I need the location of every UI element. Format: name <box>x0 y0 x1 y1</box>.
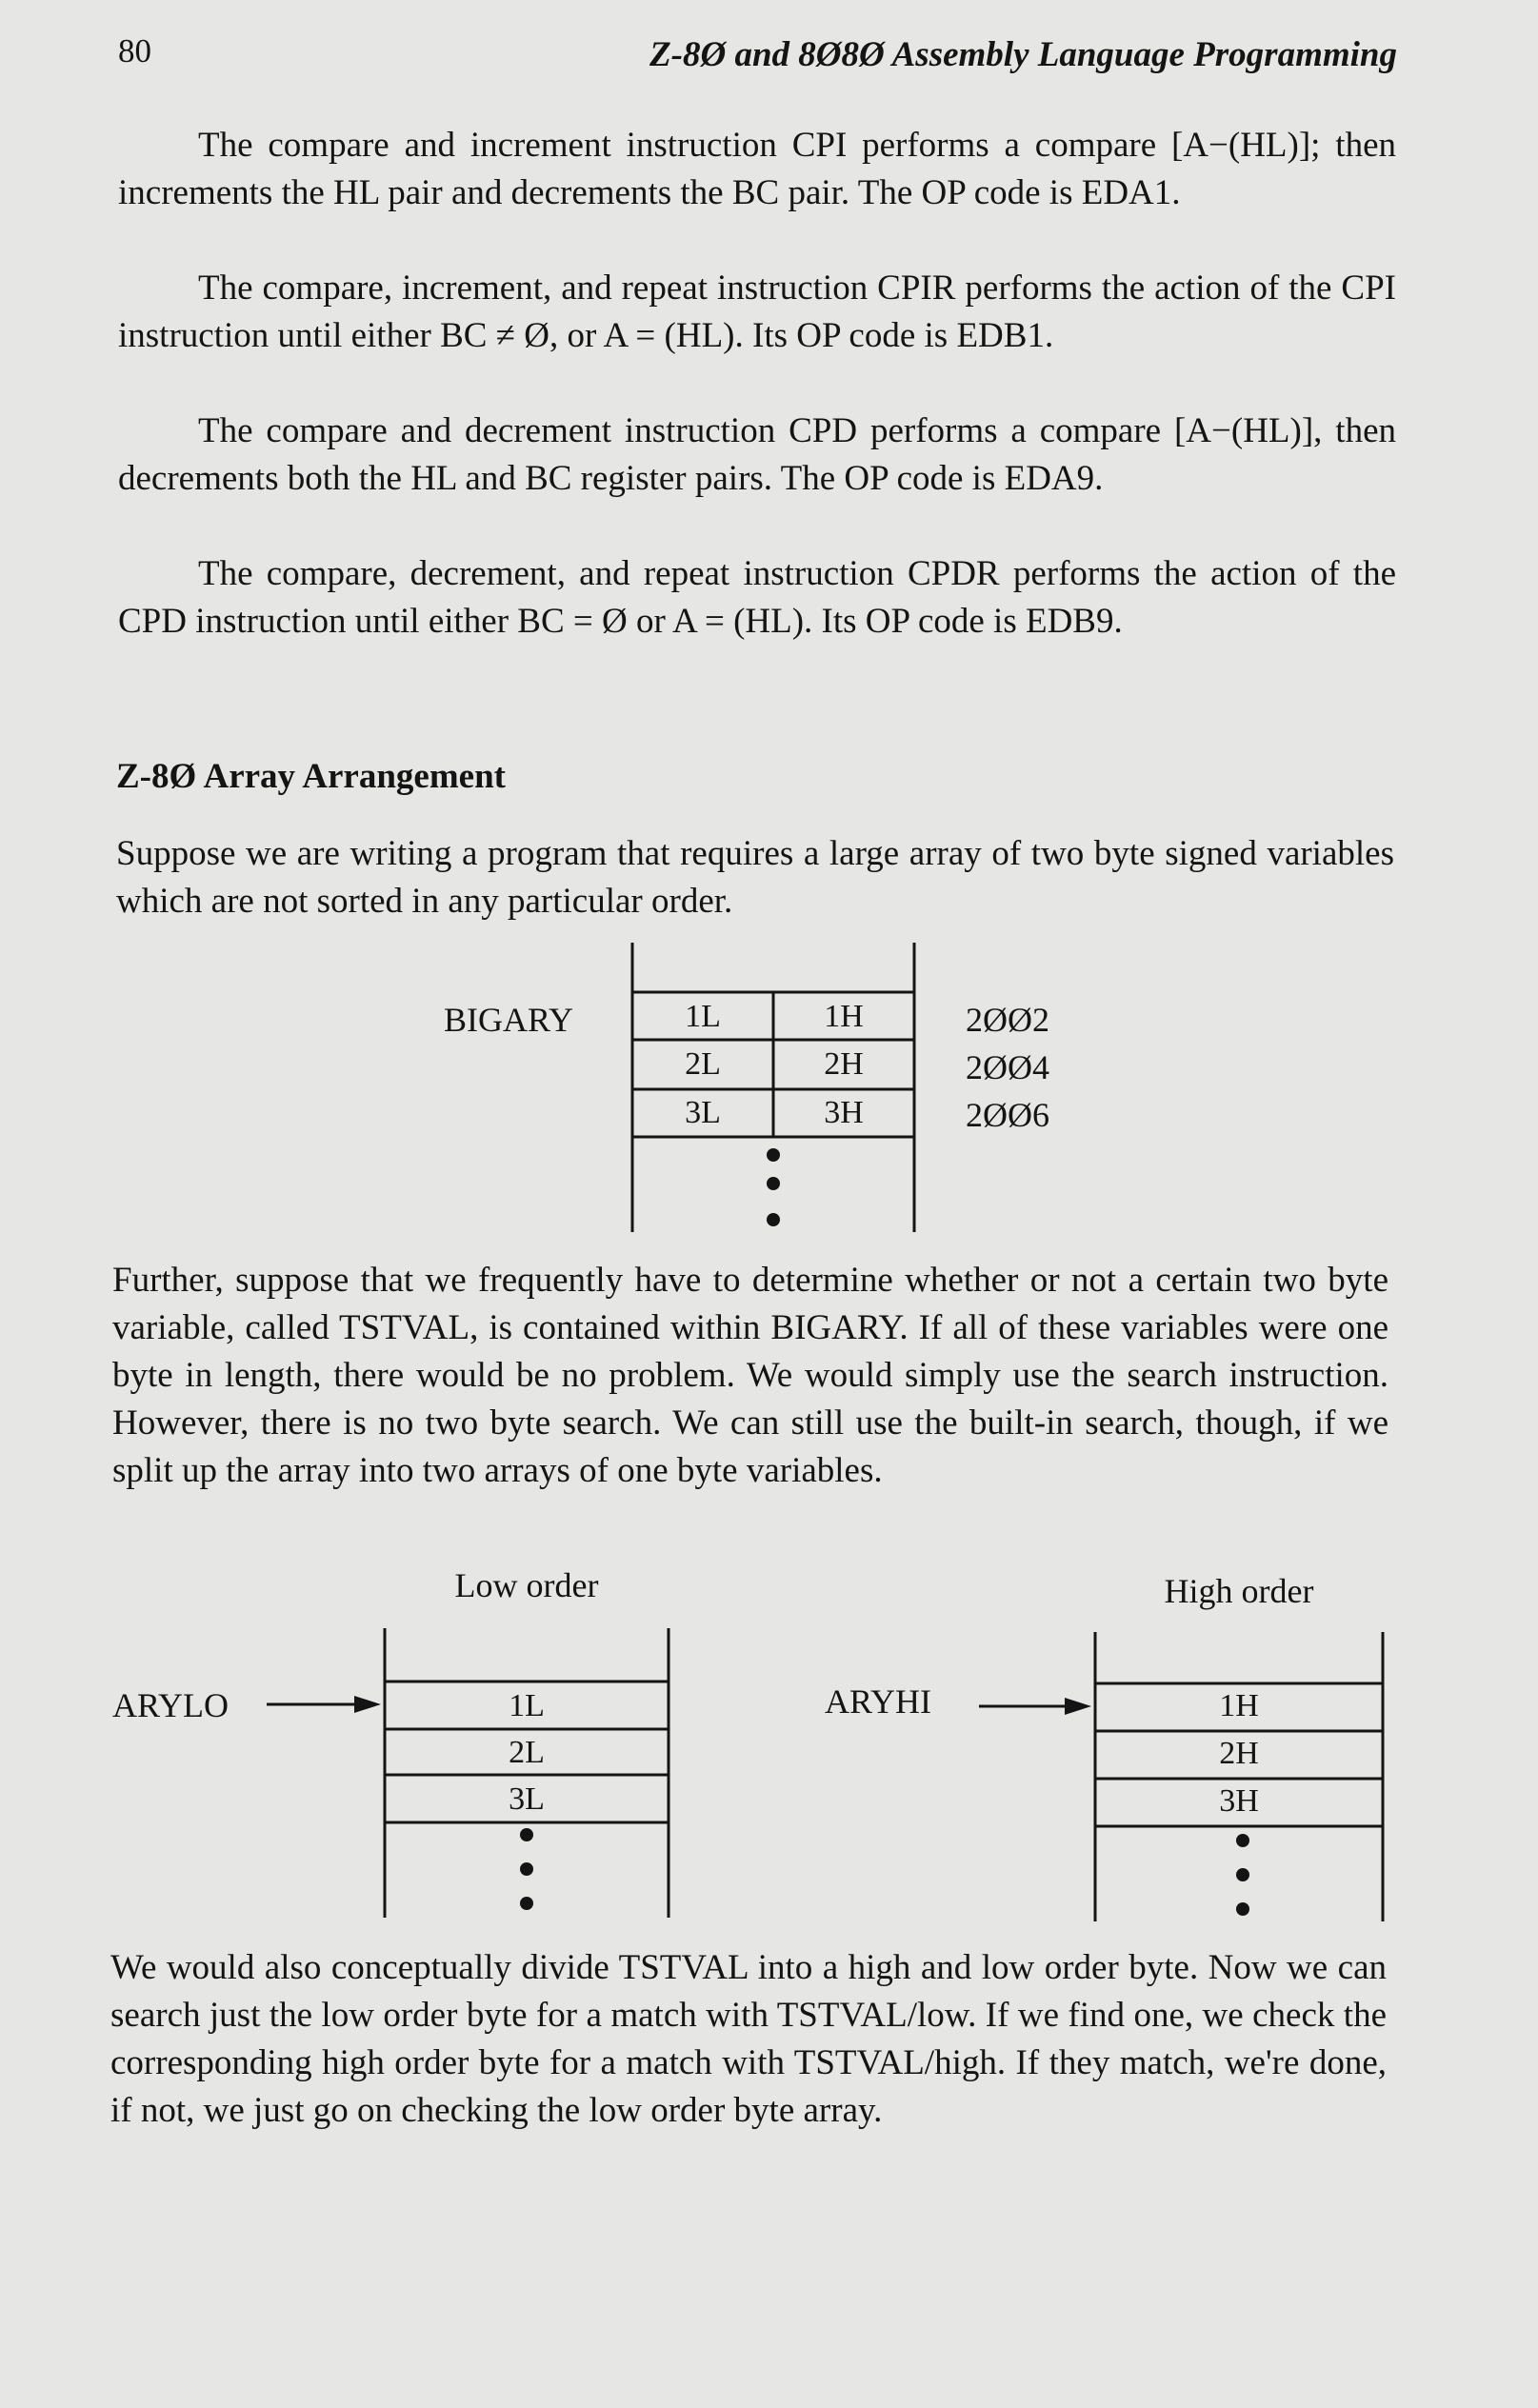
paragraph-cpi: The compare and increment instruction CPI performs a compare [A−(HL)]; then increments the HL pair and decrements the BC pair. The OP code is EDA1. <box>118 126 1396 212</box>
bigary-cell-low-1: 1L <box>685 999 721 1034</box>
arylo-continuation-dot <box>520 1897 533 1910</box>
paragraph-further: Further, suppose that we frequently have to determine whether or not a certain two byte variable, called TSTVAL, is contained within BIGARY. If all of these variables were one byte in length, there would be no problem. We would simply use the search instruction. However, there is no two byte search. We can still use the built-in search, though, if we split up the array into two arrays of one byte variables. <box>112 1261 1388 1490</box>
bigary-address-2: 2ØØ4 <box>966 1048 1049 1086</box>
aryhi-continuation-dot <box>1236 1902 1249 1916</box>
bigary-continuation-dot <box>767 1148 780 1162</box>
arylo-continuation-dot <box>520 1828 533 1841</box>
bigary-label: BIGARY <box>444 1001 574 1039</box>
aryhi-continuation-dot <box>1236 1834 1249 1847</box>
bigary-cell-low-2: 2L <box>685 1046 721 1082</box>
bigary-address-1: 2ØØ2 <box>966 1001 1049 1039</box>
arylo-cell-1: 1L <box>509 1688 545 1723</box>
aryhi-continuation-dot <box>1236 1868 1249 1881</box>
bigary-cell-high-3: 3H <box>824 1095 864 1130</box>
paragraph-cpir: The compare, increment, and repeat instruction CPIR performs the action of the CPI instruction until either BC ≠ Ø, or A = (HL). Its OP code is EDB1. <box>118 269 1396 355</box>
aryhi-cell-1: 1H <box>1219 1688 1259 1723</box>
arylo-cell-3: 3L <box>509 1781 545 1817</box>
aryhi-cell-2: 2H <box>1219 1736 1259 1771</box>
paragraph-cpd: The compare and decrement instruction CPD performs a compare [A−(HL)], then decrements both the HL and BC register pairs. The OP code is EDA9. <box>118 411 1396 498</box>
page-number: 80 <box>118 32 151 70</box>
aryhi-arrowhead <box>1065 1698 1091 1715</box>
paragraph-intro: Suppose we are writing a program that requires a large array of two byte signed variables which are not sorted in any particular order. <box>116 834 1394 921</box>
bigary-continuation-dot <box>767 1213 780 1226</box>
aryhi-label: ARYHI <box>825 1682 932 1721</box>
bigary-cell-high-1: 1H <box>824 999 864 1034</box>
arylo-arrowhead <box>354 1696 381 1713</box>
arylo-label: ARYLO <box>112 1686 230 1724</box>
bigary-cell-low-3: 3L <box>685 1095 721 1130</box>
bigary-continuation-dot <box>767 1177 780 1190</box>
arylo-cell-2: 2L <box>509 1735 545 1770</box>
paragraph-closing: We would also conceptually divide TSTVAL into a high and low order byte. Now we can search just the low order byte for a match with TSTVAL/low. If we find one, we check the corresponding high order byte for a match with TSTVAL/high. If they match, we're done, if not, we just go on checking the low order byte array. <box>110 1948 1387 2130</box>
section-heading: Z-8Ø Array Arrangement <box>116 757 506 796</box>
aryhi-heading: High order <box>1164 1572 1314 1610</box>
arylo-heading: Low order <box>454 1566 599 1604</box>
bigary-address-3: 2ØØ6 <box>966 1096 1049 1134</box>
running-title: Z-8Ø and 8Ø8Ø Assembly Language Programming <box>649 35 1397 74</box>
aryhi-cell-3: 3H <box>1219 1783 1259 1819</box>
paragraph-cpdr: The compare, decrement, and repeat instruction CPDR performs the action of the CPD instruction until either BC = Ø or A = (HL). Its OP code is EDB9. <box>118 554 1396 641</box>
bigary-cell-high-2: 2H <box>824 1046 864 1082</box>
arylo-continuation-dot <box>520 1862 533 1876</box>
